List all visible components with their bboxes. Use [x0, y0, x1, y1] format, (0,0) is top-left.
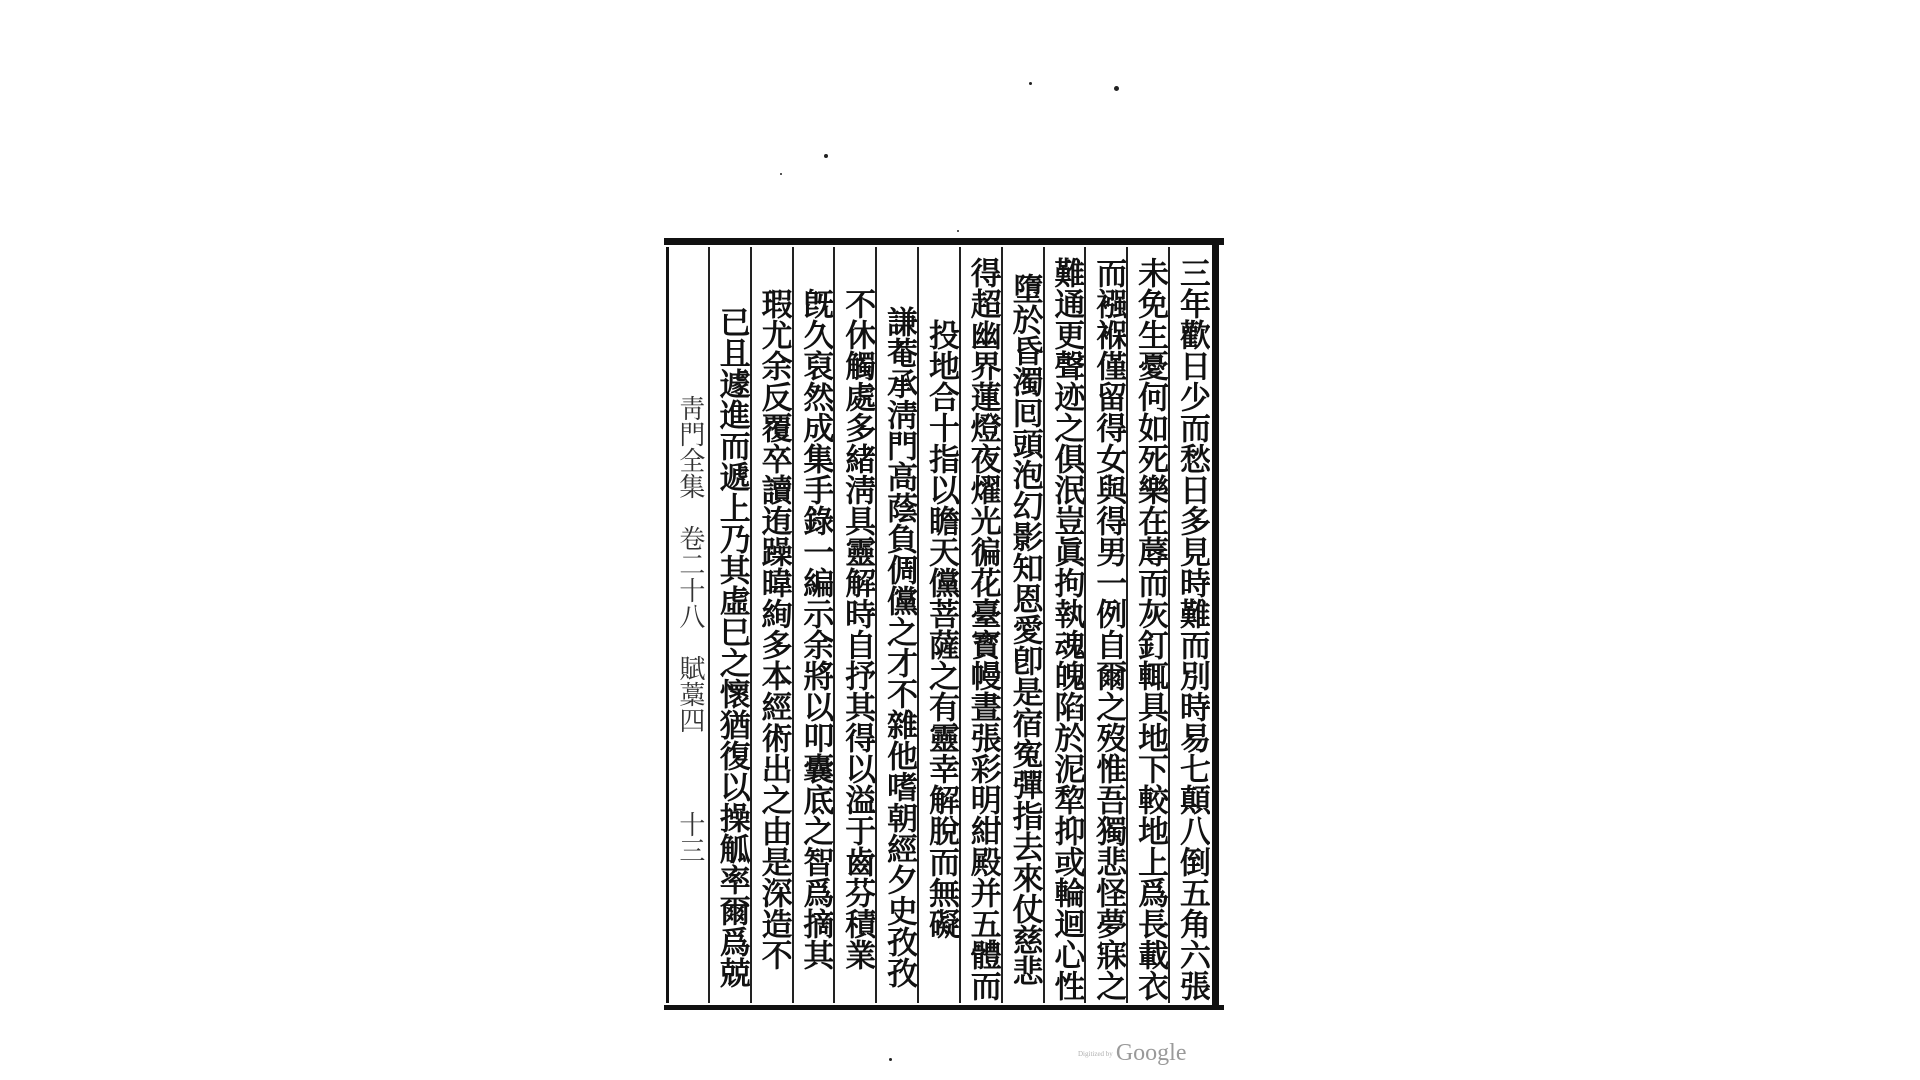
text-column-6: 得超幽界蓮燈夜燿光徧花臺寳幔晝張彩明紺殿并五體而: [959, 247, 1001, 1003]
text-column-9: 不休觸處多緒淸具靈解時自抒其得以溢于齒芬積業: [833, 247, 875, 1003]
scanned-page: [664, 238, 1224, 1013]
text-column-10: 旣久裒然成集手錄一編示余將以叩囊底之智爲摘其: [792, 247, 834, 1003]
ink-speck: [1114, 86, 1119, 91]
book-gutter-header: 靑門全集 卷二十八 賦藁四 十三: [666, 247, 708, 1003]
text-columns: [666, 247, 1210, 1003]
ink-speck: [824, 154, 828, 158]
page-border-bottom: [664, 1005, 1224, 1010]
text-column-8: 謙菴承淸門高蔭負倜儻之才不雜他嗜朝經夕史孜孜: [875, 247, 917, 1003]
text-column-5: 墮於昏濁囘頭泡幻影知恩愛卽是宿寃彈指去來仗慈悲: [1001, 247, 1043, 1003]
page-border-top: [664, 238, 1224, 245]
ink-speck: [1029, 82, 1032, 85]
ink-speck: [780, 173, 782, 175]
text-column-4: 難通更聲迹之俱泯豈眞拘執魂魄陷於泥犂抑或輪迴心性: [1043, 247, 1085, 1003]
google-logo-text: Google: [1115, 1040, 1187, 1066]
text-column-3: 而襁褓僅留得女與得男一例自爾之歿惟吾獨悲怪夢寐之: [1084, 247, 1126, 1003]
text-column-1: 三年歡日少而愁日多見時難而別時易七顛八倒五角六張: [1168, 247, 1210, 1003]
ink-speck: [889, 1058, 892, 1061]
page-border-right: [1212, 238, 1219, 1010]
ink-speck: [957, 230, 959, 232]
digitized-watermark: [1078, 1040, 1186, 1067]
watermark-small-text: Digitized by: [1078, 1050, 1113, 1059]
text-column-11: 瑕尤余反覆卒讀迶躁暐絢多本經術出之由是深造不: [750, 247, 792, 1003]
text-column-2: 未免生憂何如死樂在蓐而灰釘輒具地下較地上爲長載衣: [1126, 247, 1168, 1003]
text-column-7: 投地合十指以瞻天儻菩薩之有靈幸解脫而無礙: [917, 247, 959, 1003]
text-column-12: 已且遽進而遞上乃其虛巳之懷猶復以操觚率爾爲兢: [708, 247, 750, 1003]
